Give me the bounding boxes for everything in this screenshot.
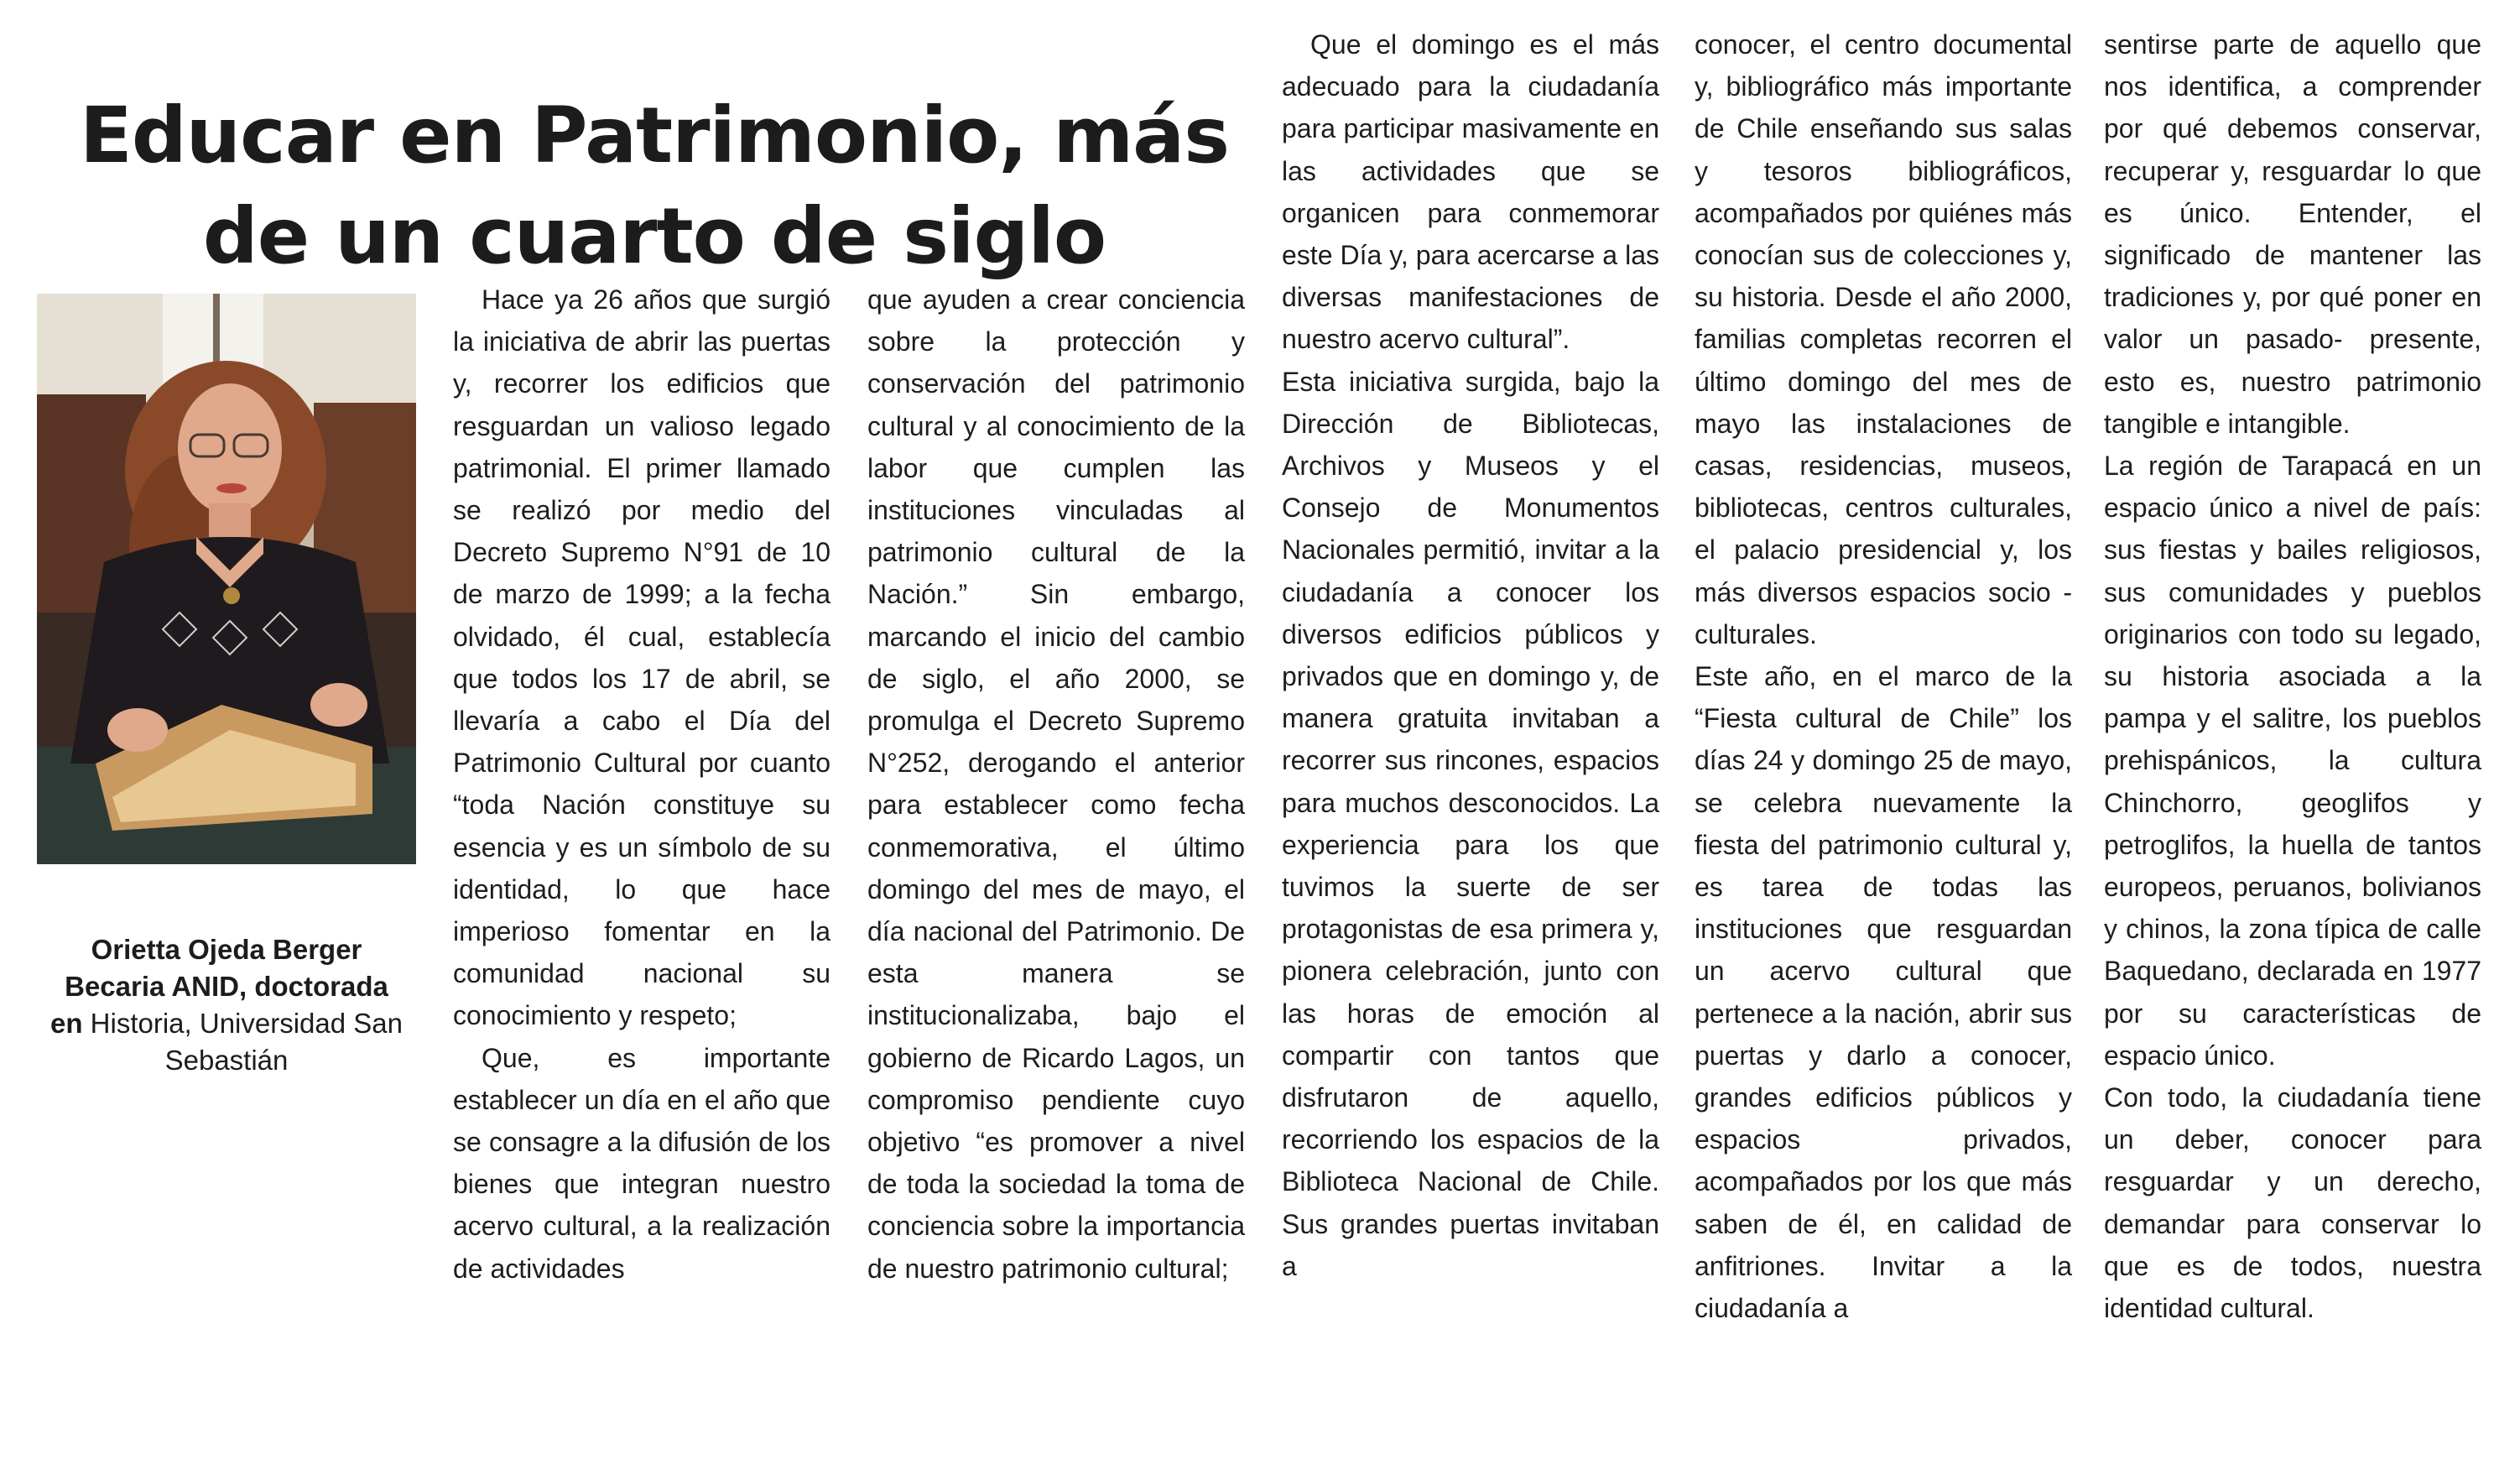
- title-line-1: Educar en Patrimonio, más: [79, 90, 1230, 180]
- author-affiliation: Becaria ANID, doctorada: [65, 971, 388, 1002]
- article-column-4: [1695, 23, 2072, 1324]
- paragraph: La región de Tarapacá en un espacio único a nivel de país: sus fiestas y bailes religiosos, sus comunidades y pueblos originarios con todo su legado, su historia asociada a la pampa y el salitre, los pueblos prehispánicos, la cultura Chinchorro, geoglifos y petroglifos, la huella de tantos europeos, peruanos, bolivianos y chinos, la zona típica de calle Baquedano, declarada en 1977 por su características de espacio único.: [2104, 451, 2481, 1071]
- title-line-2: de un cuarto de siglo: [202, 190, 1106, 281]
- paragraph: Esta iniciativa surgida, bajo la Dirección de Bibliotecas, Archivos y Museos y el Consejo de Monumentos Nacionales permitió, invitar a la ciudadanía a conocer los diversos edificios públicos y privados que en domingo y, de manera gratuita invitaban a recorrer sus rincones, espacios para muchos desconocidos. La experiencia para los que tuvimos la suerte de ser protagonistas de esa primera y, pionera celebración, junto con las horas de emoción al compartir con tantos que disfrutaron de aquello, recorriendo los espacios de la Biblioteca Nacional de Chile. Sus grandes puertas invitaban a: [1282, 366, 1659, 1281]
- paragraph: Con todo, la ciudadanía tiene un deber, conocer para resguardar y un derecho, demandar para conservar lo que es de todos, nuestra identidad cultural.: [2104, 1082, 2481, 1324]
- paragraph: Hace ya 26 años que surgió la iniciativa de abrir las puertas y, recorrer los edificios que resguardan un valioso legado patrimonial. El primer llamado se realizó por medio del Decreto Supremo N°91 de 10 de marzo de 1999; a la fecha olvidado, él cual, establecía que todos los 17 de abril, se llevaría a cabo el Día del Patrimonio Cultural por cuanto “toda Nación constituye su esencia y es un símbolo de su identidad, lo que hace imperioso fomentar en la comunidad nacional su conocimiento y respeto;: [453, 284, 830, 1031]
- article-column-1: [453, 279, 830, 1470]
- author-en: en: [49, 1008, 83, 1039]
- author-name: Orietta Ojeda Berger: [91, 934, 362, 965]
- author-field: Historia, Universidad San Sebastián: [90, 1008, 404, 1076]
- author-photo: [37, 294, 416, 864]
- paragraph: conocer, el centro documental y, bibliográfico más importante de Chile enseñando sus salas y tesoros bibliográficos, acompañados por quiénes más conocían sus de colecciones y, su historia. Desde el año 2000, familias completas recorren el último domingo del mes de mayo las instalaciones de casas, residencias, museos, bibliotecas, centros culturales, el palacio presidencial y, los más diversos espacios socio - culturales.: [1695, 29, 2072, 649]
- paragraph: Este año, en el marco de la “Fiesta cultural de Chile” los días 24 y domingo 25 de mayo, se celebra nuevamente la fiesta del patrimonio cultural y, es tarea de todas las instituciones que resguardan un acervo cultural que pertenece a la nación, abrir sus puertas y darlo a conocer, grandes edificios públicos y espacios privados, acompañados por los que más saben de él, en calidad de anfitriones. Invitar a la ciudadanía a: [1695, 661, 2072, 1324]
- paragraph: Que el domingo es el más adecuado para la ciudadanía para participar masivamente en las actividades que se organicen para conmemorar este Día y, para acercarse a las diversas manifestaciones de nuestro acervo cultural”.: [1282, 29, 1659, 355]
- article-column-5: [2104, 23, 2481, 1324]
- article-column-3: [1282, 23, 1659, 1281]
- article-column-2: [867, 279, 1245, 1470]
- paragraph: sentirse parte de aquello que nos identifica, a comprender por qué debemos conservar, recuperar y, resguardar lo que es único. Entender, el significado de mantener las tradiciones y, por qué poner en valor un pasado- presente, esto es, nuestro patrimonio tangible e intangible.: [2104, 29, 2481, 439]
- author-field-line: [37, 1005, 416, 1079]
- author-byline: [37, 931, 416, 1079]
- portrait-photo-icon: [37, 294, 416, 864]
- paragraph: que ayuden a crear conciencia sobre la protección y conservación del patrimonio cultural y al conocimiento de la labor que cumplen las instituciones vinculadas al patrimonio cultural de la Nación.” Sin embargo, marcando el inicio del cambio de siglo, el año 2000, se promulga el Decreto Supremo N°252, derogando el anterior para establecer como fecha conmemorativa, el último domingo del mes de mayo, el día nacional del Patrimonio. De esta manera se institucionalizaba, bajo el gobierno de Ricardo Lagos, un compromiso pendiente cuyo objetivo “es promover a nivel de toda la sociedad la toma de conciencia sobre la importancia de nuestro patrimonio cultural;: [867, 284, 1245, 1284]
- paragraph: Que, es importante establecer un día en el año que se consagre a la difusión de los bienes que integran nuestro acervo cultural, a la realización de actividades: [453, 1042, 830, 1284]
- article-title: [34, 86, 1275, 287]
